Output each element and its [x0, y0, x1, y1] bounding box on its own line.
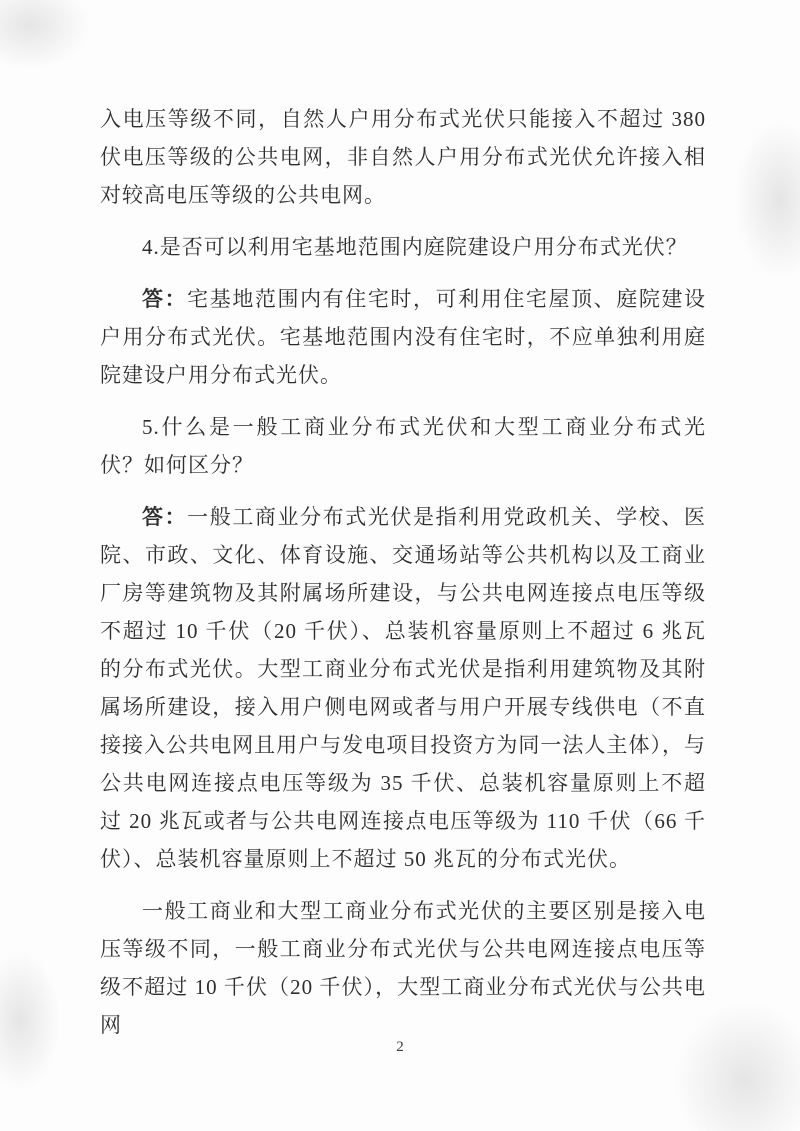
paragraph-comparison: 一般工商业和大型工商业分布式光伏的主要区别是接入电压等级不同，一般工商业分布式光伏与公共电网连接点电压等级不超过 10 千伏（20 千伏），大型工商业分布式光伏与公共电网 [100, 899, 706, 1037]
paragraph-continuation: 入电压等级不同，自然人户用分布式光伏只能接入不超过 380 伏电压等级的公共电网，非自然人户用分布式光伏允许接入相对较高电压等级的公共电网。 [100, 107, 706, 207]
page-footer [0, 1038, 800, 1056]
answer-5-label: 答： [142, 505, 188, 529]
document-body [100, 100, 706, 1044]
answer-4-text: 宅基地范围内有住宅时，可利用住宅屋顶、庭院建设户用分布式光伏。宅基地范围内没有住宅时，不应单独利用庭院建设户用分布式光伏。 [100, 287, 707, 387]
answer-4 [100, 280, 706, 394]
scan-noise-top-left [0, 0, 90, 70]
scan-noise-bottom-left [0, 951, 60, 1091]
scan-noise-right [735, 120, 800, 280]
page-number: 2 [396, 1039, 404, 1055]
question-4: 4.是否可以利用宅基地范围内庭院建设户用分布式光伏？ [142, 235, 688, 259]
answer-4-label: 答： [142, 287, 188, 311]
question-5: 5.什么是一般工商业分布式光伏和大型工商业分布式光伏？如何区分？ [100, 415, 706, 477]
answer-5 [100, 498, 706, 878]
answer-5-text: 一般工商业分布式光伏是指利用党政机关、学校、医院、市政、文化、体育设施、交通场站等公共机构以及工商业厂房等建筑物及其附属场所建设，与公共电网连接点电压等级不超过 10 千伏（20 千伏）、总装机容量原则上不超过 6 兆瓦的分布式光伏。大型工商业分布式光伏是指利用建筑物及其附属场所建设，接入用户侧电网或者与用户开展专线供电（不直接接入公共电网且用户与发电项目投资方为同一法人主体），与公共电网连接点电压等级为 35 千伏、总装机容量原则上不超过 20 兆瓦或者与公共电网连接点电压等级为 110 千伏（66 千伏）、总装机容量原则上不超过 50 兆瓦的分布式光伏。 [100, 505, 707, 871]
